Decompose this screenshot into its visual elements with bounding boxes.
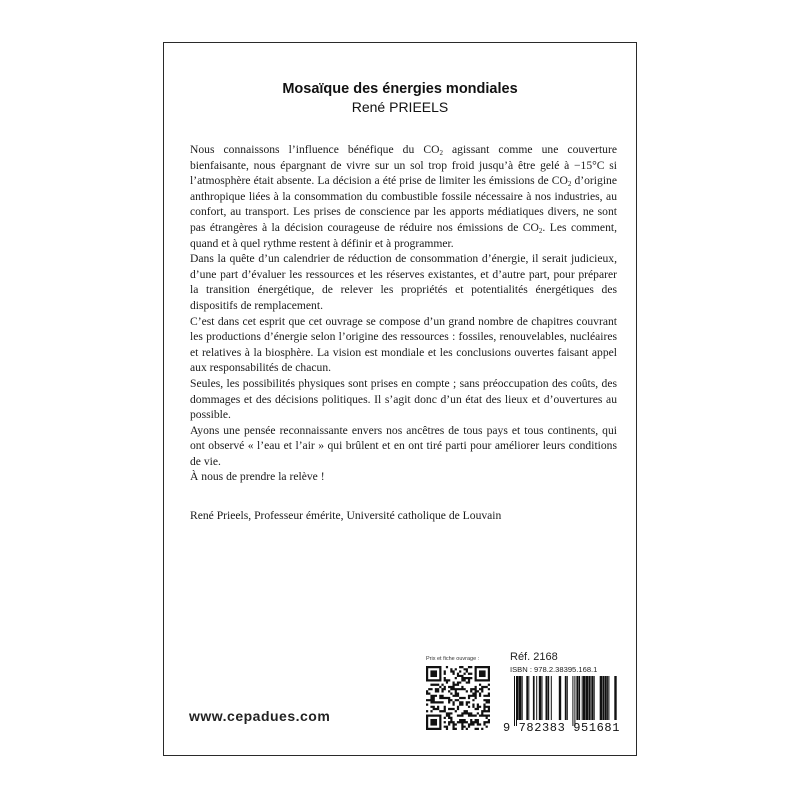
blurb-paragraph-3: C’est dans cet esprit que cet ouvrage se compose d’un grand nombre de chapitres couvrant les productions d’énergie selon l’origine des ressources : fossiles, renouvelables, nucléaires et relatives à la biosphère. La vision est mondiale et les conclusions ouvertes faisant appel aux responsabilités de chacun.	[190, 314, 617, 375]
blurb-paragraph-5: Ayons une pensée reconnaissante envers nos ancêtres de tous pays et tous continents, qui ont observé « l’eau et l’air » qui brûlent et en ont tiré parti pour améliorer leurs conditions de vie.	[190, 423, 617, 468]
qr-label: Prix et fiche ouvrage :	[426, 656, 480, 662]
blurb-paragraph-6: À nous de prendre la relève !	[190, 470, 325, 484]
blurb-paragraph-2: Dans la quête d’un calendrier de réduction de consommation d’énergie, il serait judicieux, d’une part d’évaluer les ressources et les réserves existantes, et d’autre part, pour préparer la transition énergétique, de relever les propriétés et potentialités énergétiques des dispositifs de remplacement.	[190, 252, 617, 312]
isbn-number: ISBN : 978.2.38395.168.1	[510, 665, 598, 674]
blurb-paragraph-1: Nous connaissons l’influence bénéfique du $CO_2$ agissant comme une couverture bienfaisante, nous épargnant de vivre sur un sol trop froid jusqu’à être gelé à −15°C si l’atmosphère était absente. La décision a été prise de limiter les émissions de $CO_2$ d’origine anthropique liées à la consommation du combustible fossile nécessaire à nos industries, au confort, au transport. Les prises de conscience par les apports médiatiques divers, ne sont pas étrangères à la décision courageuse de réduire nos émissions de $CO_2$. Les comment, quand et à quel rythme restent à définir et à programmer.	[190, 143, 617, 250]
qr-code-icon[interactable]	[426, 666, 490, 730]
reference-number: Réf. 2168	[510, 651, 558, 663]
publisher-website-link[interactable]: www.cepadues.com	[189, 708, 331, 724]
author-signature: René Prieels, Professeur émérite, Université catholique de Louvain	[190, 509, 502, 522]
book-author: René PRIEELS	[351, 99, 449, 115]
book-back-cover	[163, 42, 637, 756]
blurb-text	[190, 142, 617, 485]
blurb-paragraph-4: Seules, les possibilités physiques sont prises en compte ; sans préoccupation des coûts, des dommages et des décisions politiques. Il s’agit donc d’un état des lieux et d’ouvertures au possible.	[190, 376, 617, 422]
book-title: Mosaïque des énergies mondiales	[282, 81, 518, 97]
barcode-digits: 9 782383 951681	[503, 721, 621, 735]
